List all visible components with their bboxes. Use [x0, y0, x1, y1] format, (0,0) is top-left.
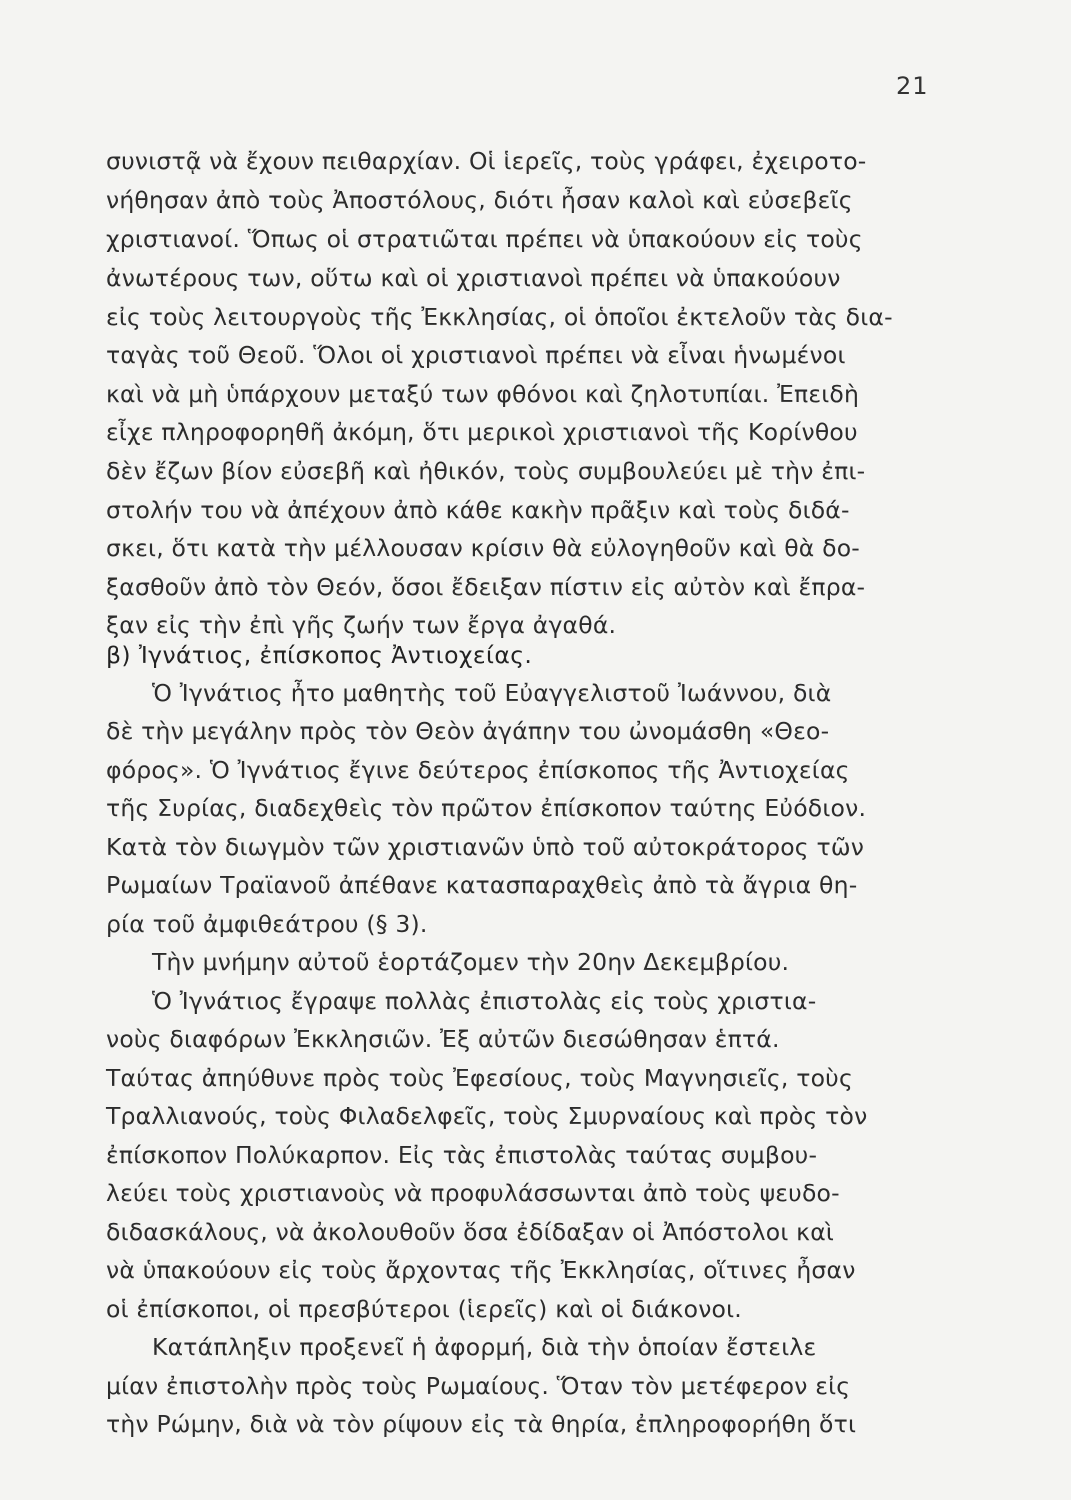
text-line: συνιστᾷ νὰ ἔχουν πειθαρχίαν. Οἱ ἱερεῖς, τοὺς γράφει, ἐχειροτο-	[106, 147, 867, 175]
text-line: νὰ ὑπακούουν εἰς τοὺς ἄρχοντας τῆς Ἐκκλησίας, οἵτινες ἦσαν	[106, 1256, 856, 1284]
section-heading: β) Ἰγνάτιος, ἐπίσκοπος Ἀντιοχείας.	[106, 641, 533, 669]
text-line: μίαν ἐπιστολὴν πρὸς τοὺς Ρωμαίους. Ὅταν τὸν μετέφερον εἰς	[106, 1372, 851, 1400]
text-line: Κατὰ τὸν διωγμὸν τῶν χριστιανῶν ὑπὸ τοῦ αὐτοκράτορος τῶν	[106, 833, 865, 861]
text-line: Κατάπληξιν προξενεῖ ἡ ἀφορμή, διὰ τὴν ὁποίαν ἔστειλε	[152, 1333, 817, 1361]
text-line: ἐπίσκοπον Πολύκαρπον. Εἰς τὰς ἐπιστολὰς ταύτας συμβου-	[106, 1141, 818, 1169]
text-line: ταγὰς τοῦ Θεοῦ. Ὅλοι οἱ χριστιανοὶ πρέπει νὰ εἶναι ἡνωμένοι	[106, 341, 846, 369]
text-line: σκει, ὅτι κατὰ τὴν μέλλουσαν κρίσιν θὰ εὐλογηθοῦν καὶ θὰ δο-	[106, 534, 860, 562]
text-line: νοὺς διαφόρων Ἐκκλησιῶν. Ἐξ αὐτῶν διεσώθησαν ἑπτά.	[106, 1025, 780, 1053]
text-line: Ρωμαίων Τραϊανοῦ ἀπέθανε κατασπαραχθεὶς ἀπὸ τὰ ἄγρια θη-	[106, 871, 858, 899]
text-line: διδασκάλους, νὰ ἀκολουθοῦν ὅσα ἐδίδαξαν οἱ Ἀπόστολοι καὶ	[106, 1218, 835, 1246]
text-line: φόρος». Ὁ Ἰγνάτιος ἔγινε δεύτερος ἐπίσκοπος τῆς Ἀντιοχείας	[106, 756, 850, 784]
text-line: ξασθοῦν ἀπὸ τὸν Θεόν, ὅσοι ἔδειξαν πίστιν εἰς αὐτὸν καὶ ἔπρα-	[106, 573, 866, 601]
text-line: Ὁ Ἰγνάτιος ἔγραψε πολλὰς ἐπιστολὰς εἰς τοὺς χριστια-	[152, 987, 817, 1015]
text-line: δὲν ἔζων βίον εὐσεβῆ καὶ ἠθικόν, τοὺς συμβουλεύει μὲ τὴν ἐπι-	[106, 457, 866, 485]
text-line: δὲ τὴν μεγάλην πρὸς τὸν Θεὸν ἀγάπην του ὠνομάσθη «Θεο-	[106, 717, 830, 745]
text-line: τὴν Ρώμην, διὰ νὰ τὸν ρίψουν εἰς τὰ θηρία, ἐπληροφορήθη ὅτι	[106, 1410, 857, 1438]
text-line: ξαν εἰς τὴν ἐπὶ γῆς ζωήν των ἔργα ἀγαθά.	[106, 611, 617, 639]
text-line: λεύει τοὺς χριστιανοὺς νὰ προφυλάσσωνται ἀπὸ τοὺς ψευδο-	[106, 1179, 840, 1207]
text-line: χριστιανοί. Ὅπως οἱ στρατιῶται πρέπει νὰ ὑπακούουν εἰς τοὺς	[106, 225, 863, 253]
text-line: ἀνωτέρους των, οὕτω καὶ οἱ χριστιανοὶ πρέπει νὰ ὑπακούουν	[106, 264, 841, 292]
page-number: 21	[896, 72, 929, 100]
text-line: νήθησαν ἀπὸ τοὺς Ἀποστόλους, διότι ἦσαν καλοὶ καὶ εὐσεβεῖς	[106, 186, 853, 214]
text-line: εἰς τοὺς λειτουργοὺς τῆς Ἐκκλησίας, οἱ ὁποῖοι ἐκτελοῦν τὰς δια-	[106, 303, 893, 331]
text-line: Ὁ Ἰγνάτιος ἦτο μαθητὴς τοῦ Εὐαγγελιστοῦ Ἰωάννου, διὰ	[152, 679, 832, 707]
text-line: Τραλλιανούς, τοὺς Φιλαδελφεῖς, τοὺς Σμυρναίους καὶ πρὸς τὸν	[106, 1102, 868, 1130]
text-line: Ταύτας ἀπηύθυνε πρὸς τοὺς Ἐφεσίους, τοὺς Μαγνησιεῖς, τοὺς	[106, 1064, 853, 1092]
text-line: στολήν του νὰ ἀπέχουν ἀπὸ κάθε κακὴν πρᾶξιν καὶ τοὺς διδά-	[106, 496, 850, 524]
text-line: οἱ ἐπίσκοποι, οἱ πρεσβύτεροι (ἱερεῖς) καὶ οἱ διάκονοι.	[106, 1295, 742, 1323]
text-line: Τὴν μνήμην αὐτοῦ ἑορτάζομεν τὴν 20ην Δεκεμβρίου.	[152, 948, 790, 976]
text-line: τῆς Συρίας, διαδεχθεὶς τὸν πρῶτον ἐπίσκοπον ταύτης Εὐόδιον.	[106, 794, 867, 822]
text-line: εἶχε πληροφορηθῆ ἀκόμη, ὅτι μερικοὶ χριστιανοὶ τῆς Κορίνθου	[106, 418, 858, 446]
text-line: ρία τοῦ ἀμφιθεάτρου (§ 3).	[106, 910, 428, 938]
text-line: καὶ νὰ μὴ ὑπάρχουν μεταξύ των φθόνοι καὶ ζηλοτυπίαι. Ἐπειδὴ	[106, 380, 860, 408]
